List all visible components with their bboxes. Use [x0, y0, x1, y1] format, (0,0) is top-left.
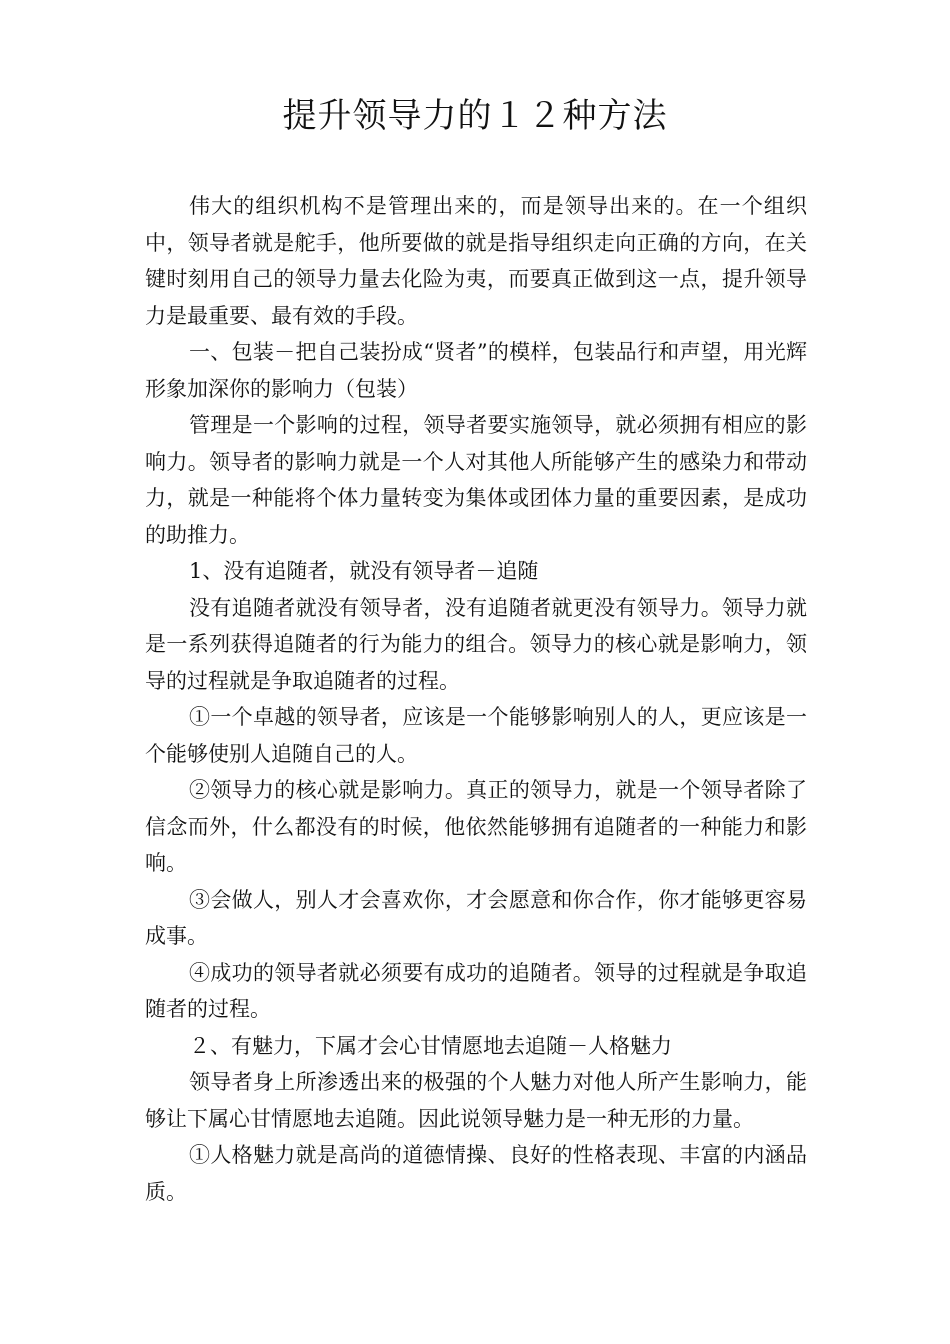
paragraph-followers: 没有追随者就没有领导者，没有追随者就更没有领导力。领导力就是一系列获得追随者的行为能力的组合。领导力的核心就是影响力，领导的过程就是争取追随者的过程。 [145, 595, 807, 693]
section-heading-packaging: 一、包装－把自己装扮成“贤者”的模样，包装品行和声望，用光辉形象加深你的影响力（包装） [145, 340, 807, 401]
intro-paragraph: 伟大的组织机构不是管理出来的，而是领导出来的。在一个组织中，领导者就是舵手，他所要做的就是指导组织走向正确的方向，在关键时刻用自己的领导力量去化险为夷，而要真正做到这一点，提升领导力是最重要、最有效的手段。 [145, 194, 807, 328]
paragraph-charisma: 领导者身上所渗透出来的极强的个人魅力对他人所产生影响力，能够让下属心甘情愿地去追随。因此说领导魅力是一种无形的力量。 [145, 1070, 807, 1131]
list-item-3: ③会做人，别人才会喜欢你，才会愿意和你合作，你才能够更容易成事。 [145, 887, 807, 948]
document-body [145, 188, 807, 1210]
list-item-charisma-1: ①人格魅力就是高尚的道德情操、良好的性格表现、丰富的内涵品质。 [145, 1143, 807, 1204]
list-item-1: ①一个卓越的领导者，应该是一个能够影响别人的人，更应该是一个能够使别人追随自己的人。 [145, 705, 807, 766]
subheading-followers: 1、没有追随者，就没有领导者－追随 [189, 559, 539, 583]
list-item-2: ②领导力的核心就是影响力。真正的领导力，就是一个领导者除了信念而外，什么都没有的时候，他依然能够拥有追随者的一种能力和影响。 [145, 778, 807, 875]
paragraph-influence: 管理是一个影响的过程，领导者要实施领导，就必须拥有相应的影响力。领导者的影响力就是一个人对其他人所能够产生的感染力和带动力，就是一种能将个体力量转变为集体或团体力量的重要因素，是成功的助推力。 [145, 413, 807, 547]
document-title: 提升领导力的１２种方法 [282, 96, 668, 136]
list-item-4: ④成功的领导者就必须要有成功的追随者。领导的过程就是争取追随者的过程。 [145, 960, 807, 1021]
subheading-charisma: ２、有魅力，下属才会心甘情愿地去追随－人格魅力 [189, 1033, 672, 1058]
